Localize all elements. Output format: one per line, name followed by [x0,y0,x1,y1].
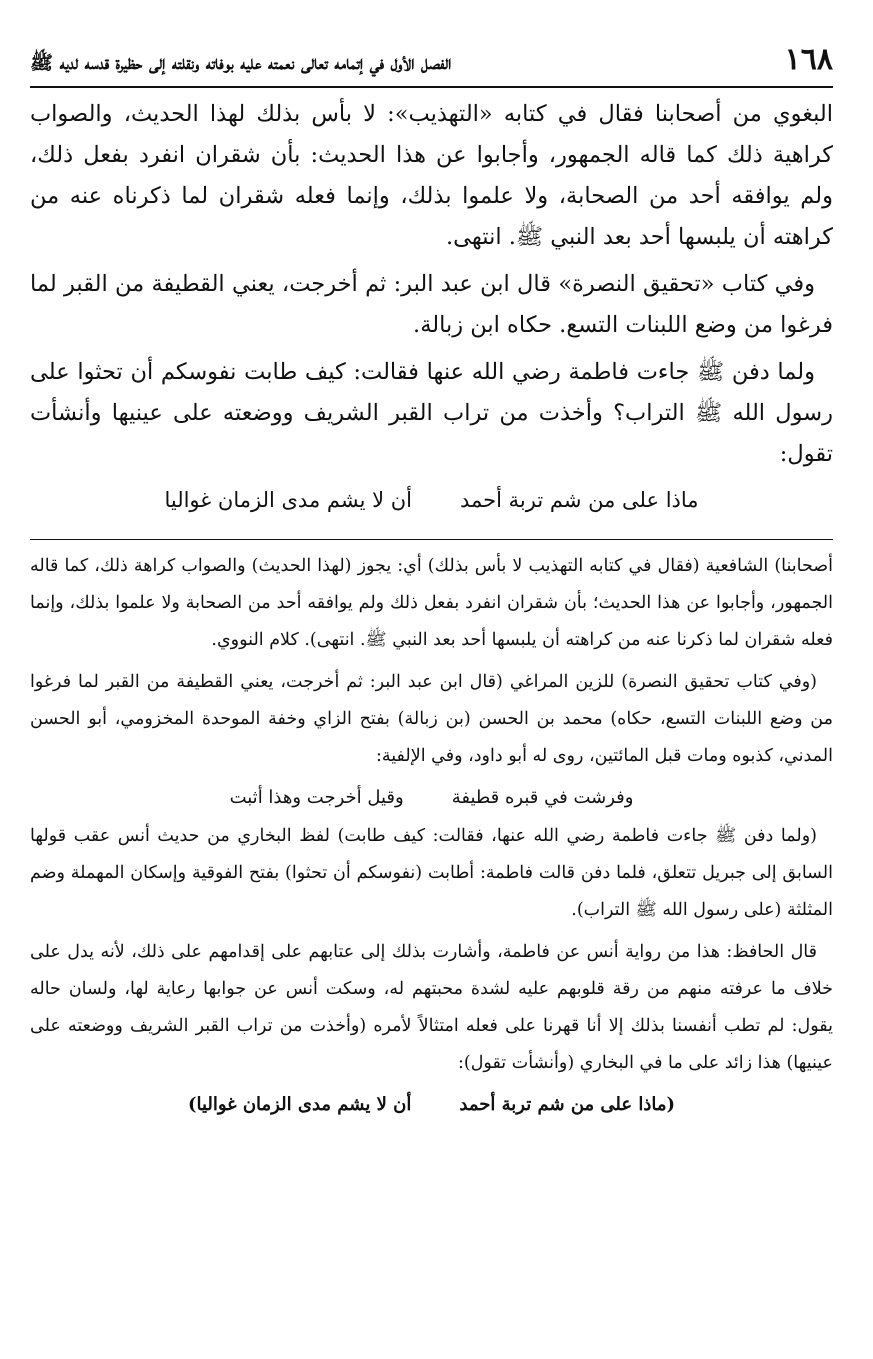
header-rule [30,86,833,88]
commentary-paragraph: قال الحافظ: هذا من رواية أنس عن فاطمة، وأشارت بذلك إلى عتابهم على إقدامهم على ذلك، لأنه يدل على خلاف ما عرفته منهم من رقة قلوبهم عليه لشدة محبتهم له، وسكت أنس عن جوابها رعاية لها، ولسان حاله يقول: لم تطب أنفسنا بذلك إلا أنا قهرنا على فعله امتثالاً لأمره (وأخذت من تراب القبر الشريف ووضعته على عينيها) هذا زائد على ما في البخاري (وأنشأت تقول): [30,942,833,1073]
running-title: الفصل الأول في إتمامه تعالى نعمته عليه بوفاته ونقلته إلى حظيرة قدسه لديه ﷺ [30,52,452,74]
commentary-verse [30,780,833,816]
commentary-paragraph: (وفي كتاب تحقيق النصرة) للزين المراغي (قال ابن عبد البر: ثم أخرجت، يعني القطيفة من القبر لما فرغوا من وضع اللبنات التسع، حكاه) محمد بن الحسن (بن زبالة) بفتح الزاي وخفة الموحدة المخزومي، أبو الحسن المدني، كذبوه ومات قبل المائتين، روى له أبو داود، وفي الإلفية: [30,672,833,766]
verse-second-hemistich: أن لا يشم مدى الزمان غواليا [164,488,413,512]
main-paragraph: وفي كتاب «تحقيق النصرة» قال ابن عبد البر: ثم أخرجت، يعني القطيفة من القبر لما فرغوا من وضع اللبنات التسع. حكاه ابن زبالة. [30,271,833,338]
verse-first-hemistich: وفرشت في قبره قطيفة [451,787,634,808]
main-text [30,94,833,519]
commentary-paragraph: أصحابنا) الشافعية (فقال في كتابه التهذيب لا بأس بذلك) أي: يجوز (لهذا الحديث) والصواب كراهة ذلك، كما قاله الجمهور، وأجابوا عن هذا الحديث؛ بأن شقران انفرد بفعل ذلك ولم يوافقه أحد من الصحابة ولا علموا بذلك، وإنما فعله شقران لما ذكرنا عنه من كراهته أن يلبسها أحد بعد النبي ﷺ. انتهى). كلام النووي. [30,556,833,650]
verse-second-hemistich: وقيل أخرجت وهذا أثبت [229,787,404,808]
commentary-verse [30,1087,833,1123]
commentary [30,548,833,1123]
main-paragraph: البغوي من أصحابنا فقال في كتابه «التهذيب»: لا بأس بذلك لهذا الحديث، والصواب كراهية ذلك كما قاله الجمهور، وأجابوا عن هذا الحديث: بأن شقران انفرد بفعل ذلك، ولم يوافقه أحد من الصحابة، ولا علموا بذلك، وإنما فعله شقران لما ذكرناه عنه من كراهته أن يلبسها أحد بعد النبي ﷺ. انتهى. [30,101,833,250]
commentary-separator [30,539,833,540]
poem-verse [30,481,833,519]
verse-second-hemistich: أن لا يشم مدى الزمان غواليا) [187,1094,412,1115]
verse-first-hemistich: ماذا على من شم تربة أحمد [460,488,699,512]
commentary-paragraph: (ولما دفن ﷺ جاءت فاطمة رضي الله عنها، فقالت: كيف طابت) لفظ البخاري من حديث أنس عقب قولها السابق إلى جبريل تتعلق، فلما دفن قالت فاطمة: أطابت (نفوسكم أن تحثوا) بفتح الفوقية وإسكان المهملة وضم المثلثة (على رسول الله ﷺ التراب). [30,826,833,920]
page-number: ١٦٨ [784,42,833,77]
page-header [30,42,833,86]
main-paragraph: ولما دفن ﷺ جاءت فاطمة رضي الله عنها فقالت: كيف طابت نفوسكم أن تحثوا على رسول الله ﷺ التراب؟ وأخذت من تراب القبر الشريف ووضعته على عينيها وأنشأت تقول: [30,359,833,467]
verse-first-hemistich: (ماذا على من شم تربة أحمد [459,1094,676,1115]
